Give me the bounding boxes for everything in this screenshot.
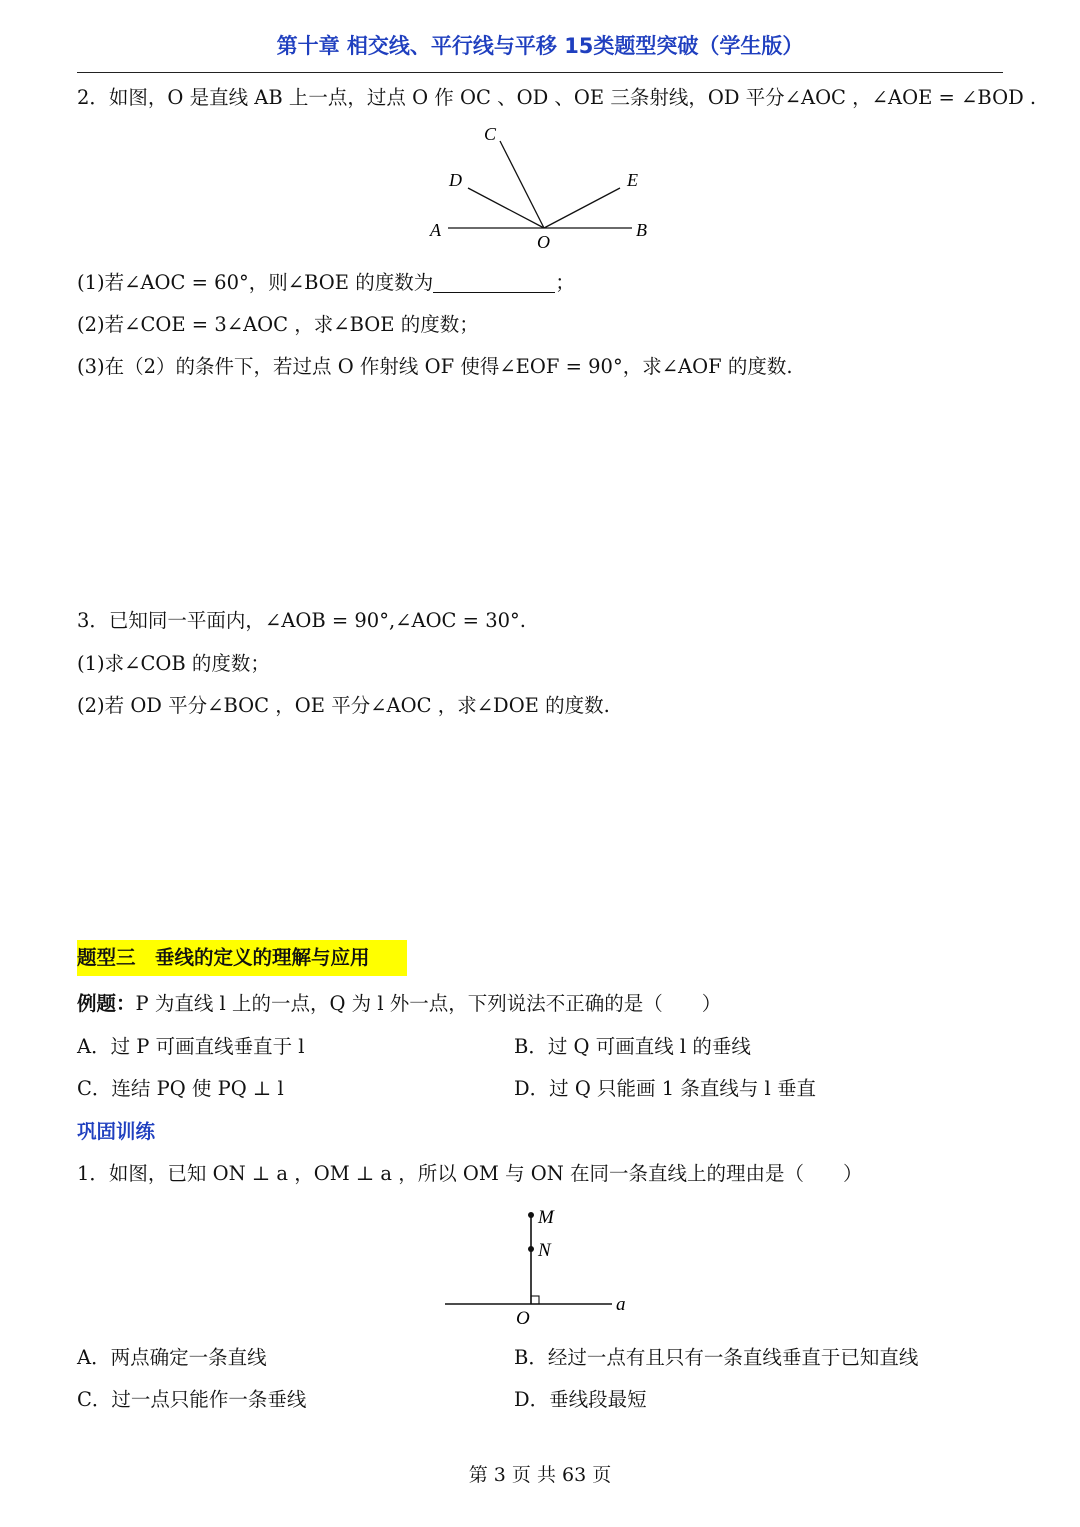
- label-e: E: [627, 170, 638, 190]
- right-angle-mark: [531, 1296, 539, 1304]
- page-header-title: 第十章 相交线、平行线与平移 15类题型突破（学生版）: [276, 34, 804, 58]
- p1-option-a[interactable]: A．两点确定一条直线: [77, 1346, 267, 1369]
- q3-part2: (2)若 OD 平分∠BOC ，OE 平分∠AOC ，求∠DOE 的度数.: [77, 694, 610, 717]
- ray-oe: [544, 188, 620, 228]
- point-m: [528, 1212, 534, 1218]
- label-b: B: [636, 220, 647, 240]
- q3-part1: (1)求∠COB 的度数；: [77, 652, 270, 675]
- label-a: A: [430, 220, 441, 240]
- ray-od: [468, 188, 544, 228]
- ray-oc: [500, 141, 544, 228]
- example-label: 例题：: [77, 992, 136, 1015]
- q2-part3: (3)在（2）的条件下，若过点 O 作射线 OF 使得∠EOF = 90°，求∠AOF 的度数.: [77, 355, 793, 378]
- label-n: N: [538, 1240, 551, 1261]
- example-text: P 为直线 l 上的一点，Q 为 l 外一点，下列说法不正确的是（ ）: [135, 992, 722, 1015]
- header-divider: [77, 72, 1003, 73]
- label-o2: O: [516, 1308, 530, 1329]
- p1-option-b[interactable]: B．经过一点有且只有一条直线垂直于已知直线: [514, 1346, 919, 1369]
- label-line-a: a: [616, 1294, 626, 1315]
- label-c: C: [484, 124, 497, 144]
- label-o: O: [537, 232, 550, 252]
- example-option-c[interactable]: C．连结 PQ 使 PQ ⊥ l: [77, 1077, 284, 1100]
- q2-part1-text: (1)若∠AOC = 60°，则∠BOE 的度数为: [77, 271, 434, 294]
- p1-option-c[interactable]: C．过一点只能作一条垂线: [77, 1388, 307, 1411]
- answer-blank[interactable]: [433, 272, 555, 293]
- example-question: [77, 990, 721, 1018]
- q2-stem: 2．如图，O 是直线 AB 上一点，过点 O 作 OC 、OD 、OE 三条射线，OD 平分∠AOC ，∠AOE = ∠BOD .: [77, 86, 1037, 109]
- label-d: D: [449, 170, 462, 190]
- q2-figure-angles: [420, 120, 660, 255]
- example-option-d[interactable]: D．过 Q 只能画 1 条直线与 l 垂直: [514, 1077, 816, 1100]
- q2-part1-end: ；: [555, 271, 575, 294]
- p1-figure-perpendicular: [440, 1200, 640, 1330]
- label-m: M: [538, 1207, 554, 1228]
- point-n: [528, 1246, 534, 1252]
- q2-part1: [77, 269, 575, 297]
- practice-heading: 巩固训练: [77, 1120, 156, 1143]
- practice-q1-stem: 1．如图，已知 ON ⊥ a ，OM ⊥ a ，所以 OM 与 ON 在同一条直线上的理由是（ ）: [77, 1162, 863, 1185]
- page-footer: 第 3 页 共 63 页: [468, 1464, 612, 1486]
- section-title-highlight: 题型三 垂线的定义的理解与应用: [77, 940, 407, 976]
- q3-stem: 3．已知同一平面内，∠AOB = 90°,∠AOC = 30°.: [77, 609, 526, 632]
- example-option-a[interactable]: A．过 P 可画直线垂直于 l: [77, 1035, 305, 1058]
- example-option-b[interactable]: B．过 Q 可画直线 l 的垂线: [514, 1035, 751, 1058]
- p1-option-d[interactable]: D．垂线段最短: [514, 1388, 647, 1411]
- q2-part2: (2)若∠COE = 3∠AOC ，求∠BOE 的度数；: [77, 313, 479, 336]
